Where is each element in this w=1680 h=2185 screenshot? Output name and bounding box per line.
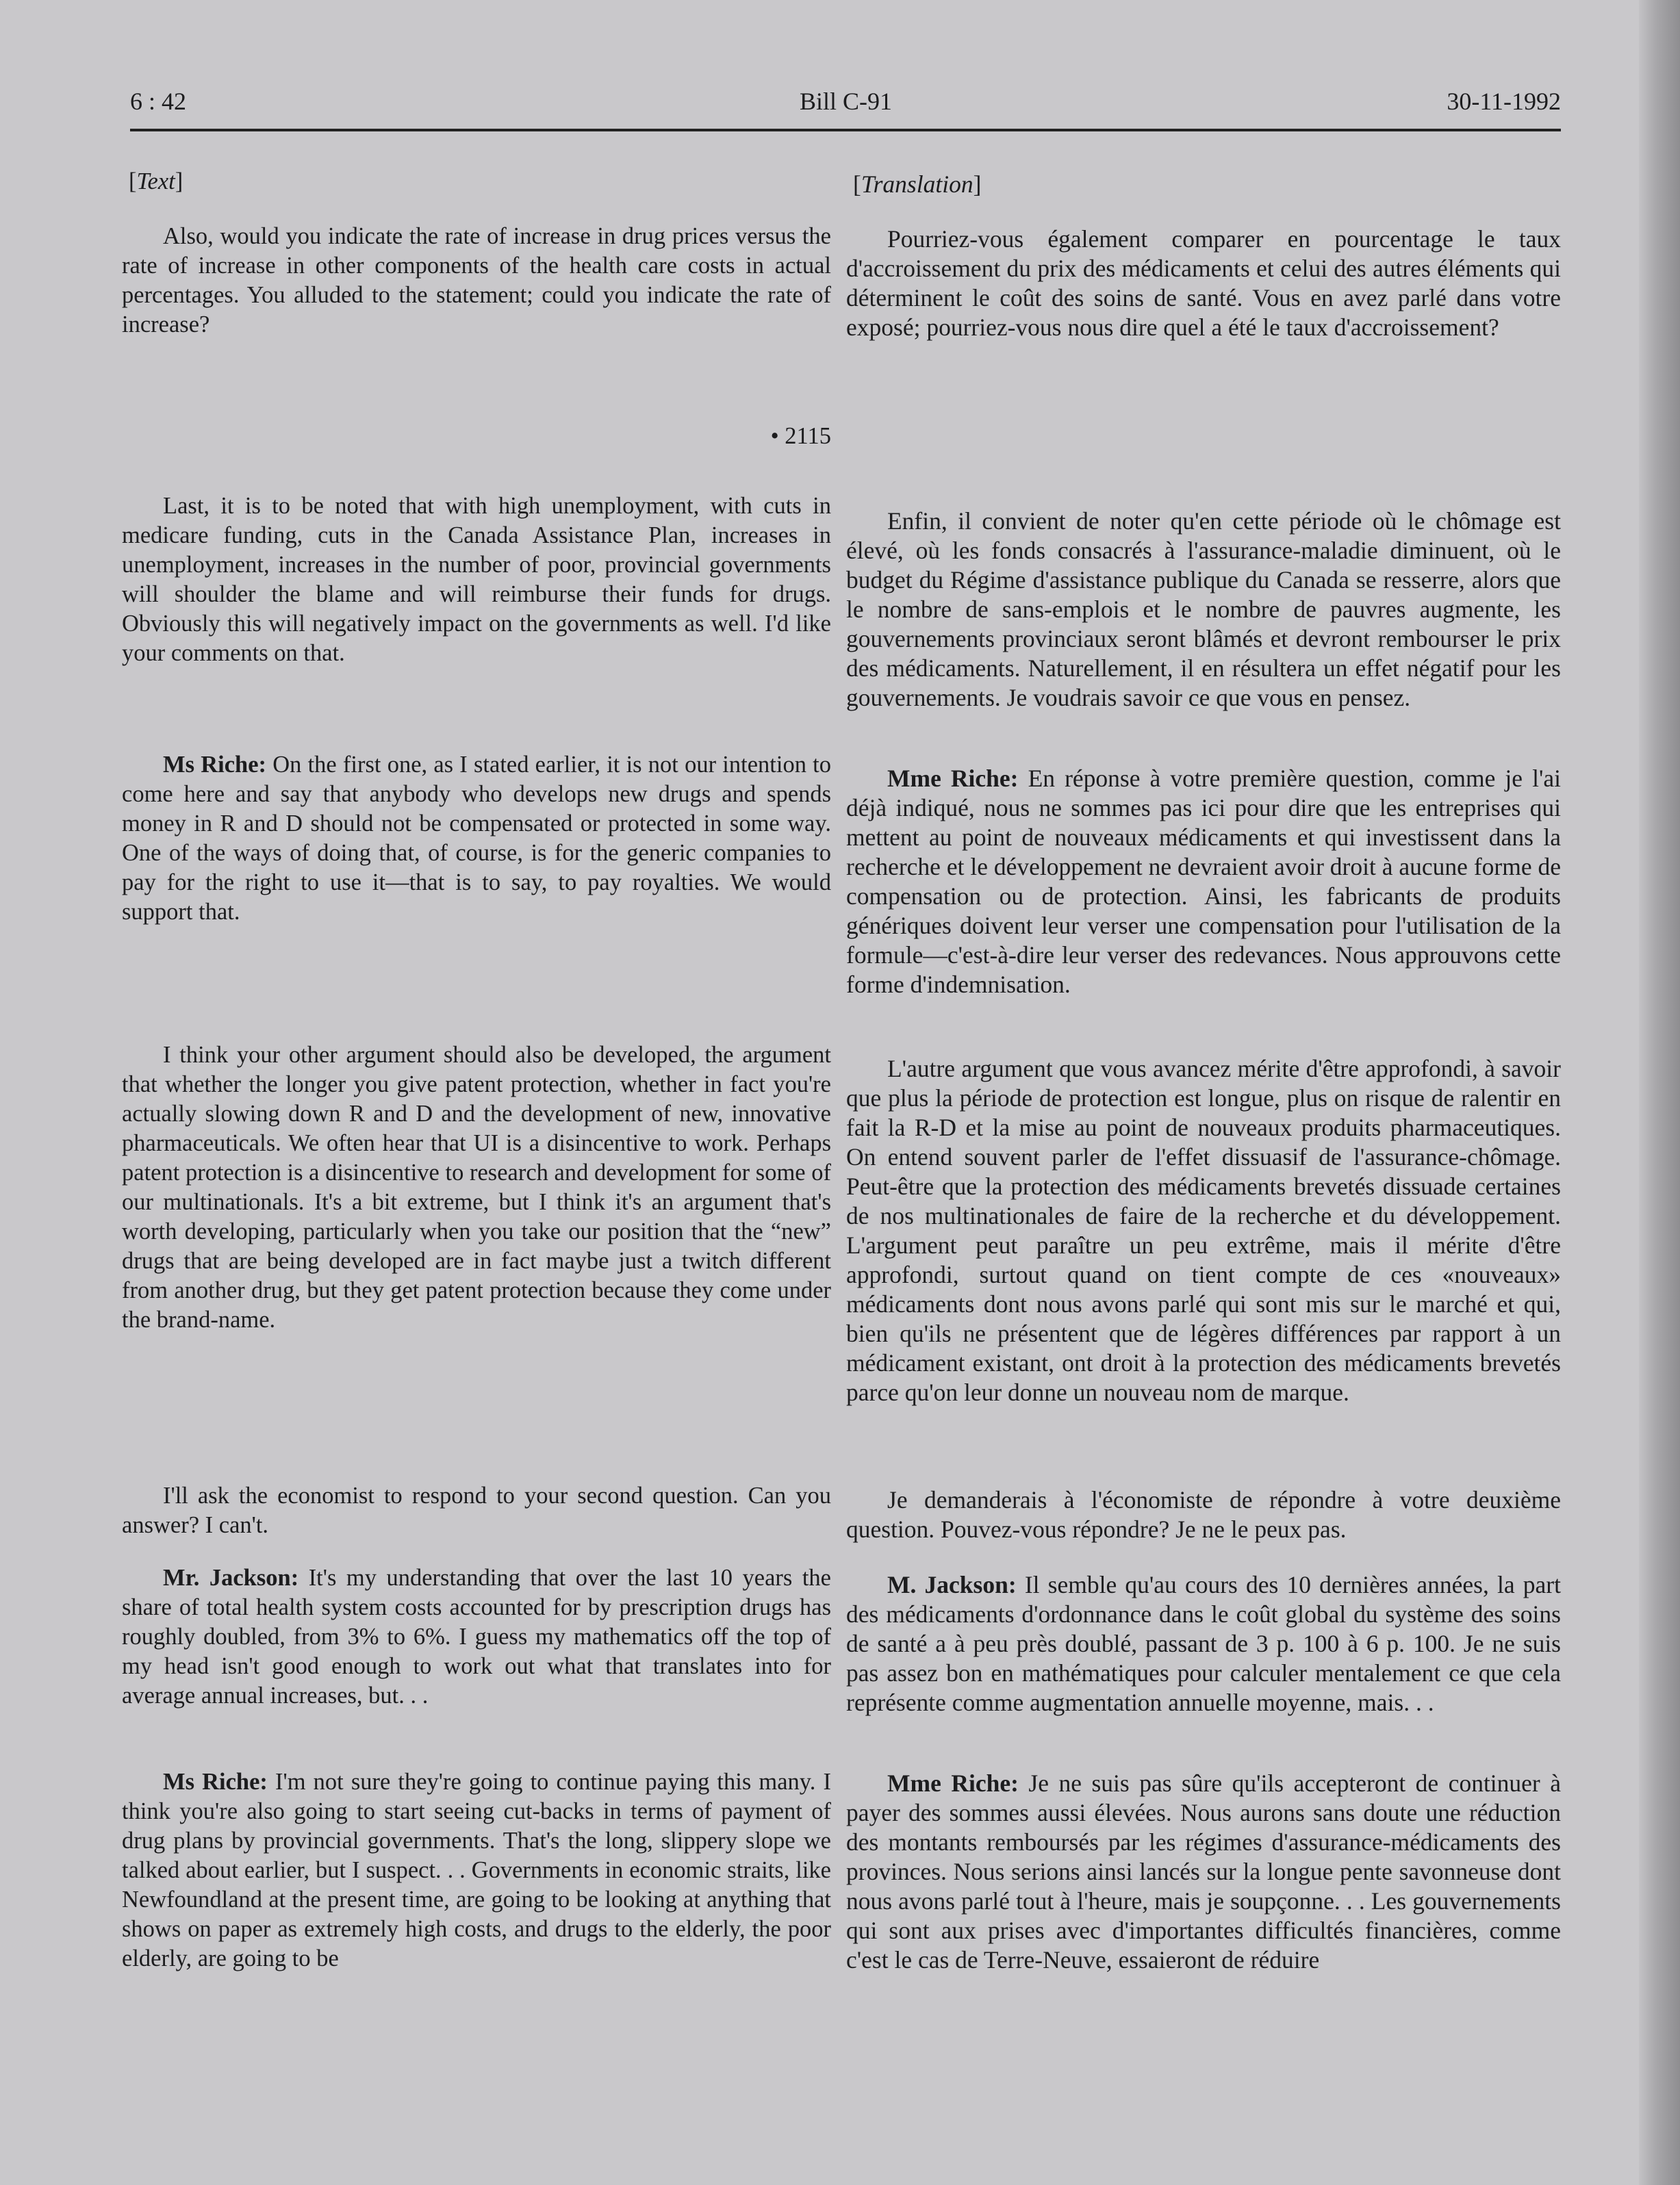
- speaker-name: Mr. Jackson:: [163, 1565, 299, 1591]
- speaker-name: Mme Riche:: [887, 765, 1019, 792]
- scan-page-edge: [1639, 0, 1680, 2185]
- paragraph-4: L'autre argument que vous avancez mérite d'être approfondi, à savoir que plus la période de protection est longue, plus on risque de ralentir en fait la R-D et la mise au point de nouveaux produits pharmaceutiques. On entend souvent parler de l'effet dissuasif de l'assurance-chômage. Peut-être que la protection des médicaments brevetés dissuade certaines de nos multinationales de faire de la recherche et du développement. L'argument peut paraître un peu extrême, mais il mérite d'être approfondi, surtout quand on tient compte de ces «nouveaux» médicaments dont nous avons parlé qui sont mis sur le marché et qui, bien qu'ils ne présentent que de légères différences par rapport à un médicament existant, ont droit à la protection des médicaments brevetés parce qu'on leur donne un nouveau nom de marque.: [846, 1055, 1561, 1406]
- paragraph-7: Mme Riche: Je ne suis pas sûre qu'ils accepteront de continuer à payer des sommes aussi élevées. Nous aurons sans doute une réduction des montants remboursés par les régimes d'assurance-médicaments des provinces. Nous serions ainsi lancés sur la longue pente savonneuse dont nous avons parlé tout à l'heure, mais je soupçonne. . . Les gouvernements qui sont aux prises avec d'importantes difficultés financières, comme c'est le cas de Terre-Neuve, essaieront de réduire: [846, 1769, 1561, 1973]
- paragraph-2: Enfin, il convient de noter qu'en cette période où le chômage est élevé, où les fonds consacrés à l'assurance-maladie diminuent, où le budget du Régime d'assistance publique du Canada se resserre, alors que le nombre de sans-emplois et le nombre de pauvres augmente, les gouvernements provinciaux seront blâmés et devront rembourser le prix des médicaments. Naturellement, il en résultera un effet négatif pour les gouvernements. Je voudrais savoir ce que vous en pensez.: [846, 507, 1561, 711]
- paragraph-2: Last, it is to be noted that with high unemployment, with cuts in medicare funding, cuts in the Canada Assistance Plan, increases in unemployment, increases in the number of poor, provincial governments will shoulder the blame and will reimburse their funds for drugs. Obviously this will negatively impact on the governments as well. I'd like your comments on that.: [122, 493, 831, 666]
- speaker-name: M. Jackson:: [887, 1571, 1017, 1598]
- bill-title: Bill C-91: [800, 88, 893, 115]
- paragraph-1: Pourriez-vous également comparer en pourcentage le taux d'accroissement du prix des médicaments et celui des autres éléments qui déterminent le coût des soins de santé. Vous en avez parlé dans votre exposé; pourriez-vous nous dire quel a été le taux d'accroissement?: [846, 225, 1561, 341]
- section-tag-text: [Text]: [129, 168, 183, 194]
- paragraph-3: Ms Riche: On the first one, as I stated earlier, it is not our intention to come here and say that anybody who develops new drugs and spends money in R and D should not be compensated or protected in some way. One of the ways of doing that, of course, is for the generic companies to pay for the right to use it—that is to say, to pay royalties. We would support that.: [122, 752, 831, 925]
- time-marker: • 2115: [770, 423, 831, 449]
- paragraph-6: M. Jackson: Il semble qu'au cours des 10 dernières années, la part des médicaments d'ordonnance dans le coût global du système des soins de santé a à peu près doublé, passant de 3 p. 100 à 6 p. 100. Je ne suis pas assez bon en mathématiques pour calculer mentalement ce que cela représente comme augmentation annuelle moyenne, mais. . .: [846, 1571, 1561, 1716]
- speaker-name: Ms Riche:: [163, 752, 266, 778]
- page-number: 6 : 42: [130, 88, 187, 115]
- page-header: [130, 88, 1561, 131]
- speaker-name: Ms Riche:: [163, 1769, 268, 1795]
- paragraph-1: Also, would you indicate the rate of increase in drug prices versus the rate of increase in other components of the health care costs in actual percentages. You alluded to the statement; could you indicate the rate of increase?: [122, 223, 831, 337]
- paragraph-6: Mr. Jackson: It's my understanding that over the last 10 years the share of total health system costs accounted for by prescription drugs has roughly doubled, from 3% to 6%. I guess my mathematics off the top of my head isn't good enough to work out what that translates into for average annual increases, but. . .: [122, 1565, 831, 1709]
- speaker-name: Mme Riche:: [887, 1769, 1019, 1797]
- paragraph-3: Mme Riche: En réponse à votre première question, comme je l'ai déjà indiqué, nous ne sommes pas ici pour dire que les entreprises qui mettent au point de nouveaux médicaments et qui investissent dans la recherche et le développement ne devraient avoir droit à aucune forme de compensation ou de protection. Ainsi, les fabricants de produits génériques doivent leur verser une compensation pour l'utilisation de la formule—c'est-à-dire leur verser des redevances. Nous approuvons cette forme d'indemnisation.: [846, 765, 1561, 998]
- paragraph-5: Je demanderais à l'économiste de répondre à votre deuxième question. Pouvez-vous répondre? Je ne le peux pas.: [846, 1486, 1561, 1543]
- paragraph-7: Ms Riche: I'm not sure they're going to continue paying this many. I think you're also going to start seeing cut-backs in terms of payment of drug plans by provincial governments. That's the long, slippery slope we talked about earlier, but I suspect. . . Governments in economic straits, like Newfoundland at the present time, are going to be looking at anything that shows on paper as extremely high costs, and drugs to the elderly, the poor elderly, are going to be: [122, 1769, 831, 1971]
- paragraph-5: I'll ask the economist to respond to your second question. Can you answer? I can't.: [122, 1483, 831, 1538]
- section-tag-translation: [Translation]: [853, 170, 982, 198]
- page-date: 30-11-1992: [1447, 88, 1561, 115]
- paragraph-4: I think your other argument should also be developed, the argument that whether the longer you give patent protection, whether in fact you're actually slowing down R and D and the development of new, innovative pharmaceuticals. We often hear that UI is a disincentive to work. Perhaps patent protection is a disincentive to research and development for some of our multinationals. It's a bit extreme, but I think it's an argument that's worth developing, particularly when you take our position that the “new” drugs that are being developed are in fact maybe just a twitch different from another drug, but they get patent protection because they come under the brand-name.: [122, 1042, 831, 1333]
